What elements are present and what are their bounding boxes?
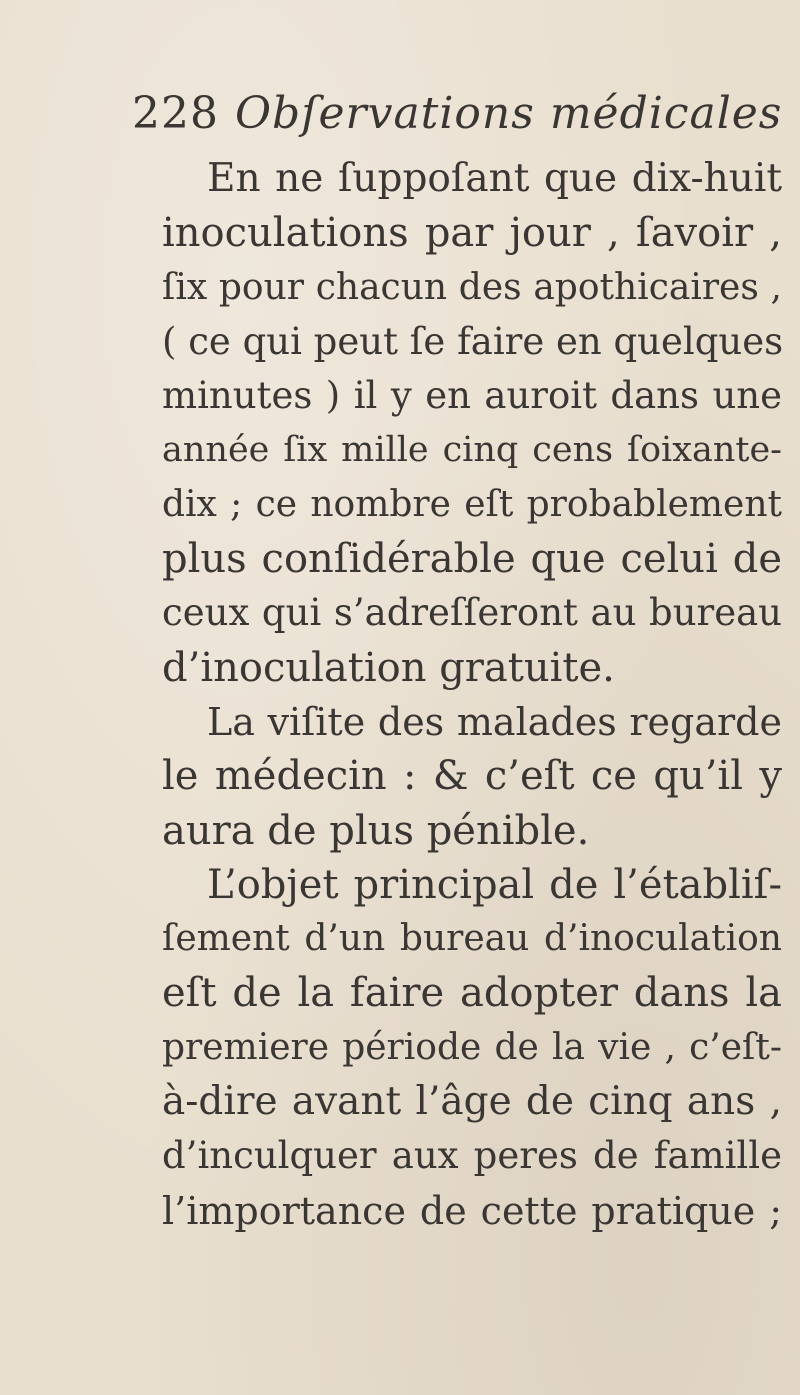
text-line: le médecin : & c’eſt ce qu’il y: [162, 753, 782, 800]
text-line: d’inoculation gratuite.: [162, 644, 615, 691]
text-line: ſement d’un bureau d’inoculation: [162, 918, 782, 960]
text-line: ( ce qui peut ſe faire en quelques: [162, 319, 784, 363]
text-line: année ſix mille cinq cens ſoixante-: [162, 430, 782, 471]
text-line: plus conſidérable que celui de: [162, 536, 782, 583]
text-line: d’inculquer aux peres de famille: [162, 1134, 782, 1178]
running-head: [132, 88, 783, 139]
text-line: eſt de la faire adopter dans la: [162, 970, 782, 1017]
text-line: à-dire avant l’âge de cinq ans ,: [162, 1079, 782, 1125]
text-line: minutes ) il y en auroit dans une: [162, 374, 782, 418]
text-line: L’objet principal de l’établiſ-: [207, 861, 782, 908]
text-line: aura de plus pénible.: [162, 807, 590, 854]
running-title: Obſervations médicales: [234, 88, 783, 139]
page-number: 228: [132, 88, 219, 139]
text-line: inoculations par jour , ſavoir ,: [162, 210, 782, 257]
body-text: [162, 152, 782, 1238]
text-line: ceux qui s’adreſſeront au bureau: [162, 591, 782, 635]
text-line: La viſite des malades regarde: [207, 699, 782, 744]
text-line: l’importance de cette pratique ;: [162, 1188, 782, 1233]
text-line: En ne ſuppoſant que dix-huit: [207, 156, 782, 201]
text-line: dix ; ce nombre eſt probablement: [162, 483, 782, 525]
text-line: ſix pour chacun des apothicaires ,: [162, 266, 782, 308]
text-line: premiere période de la vie , c’eſt-: [162, 1026, 782, 1068]
